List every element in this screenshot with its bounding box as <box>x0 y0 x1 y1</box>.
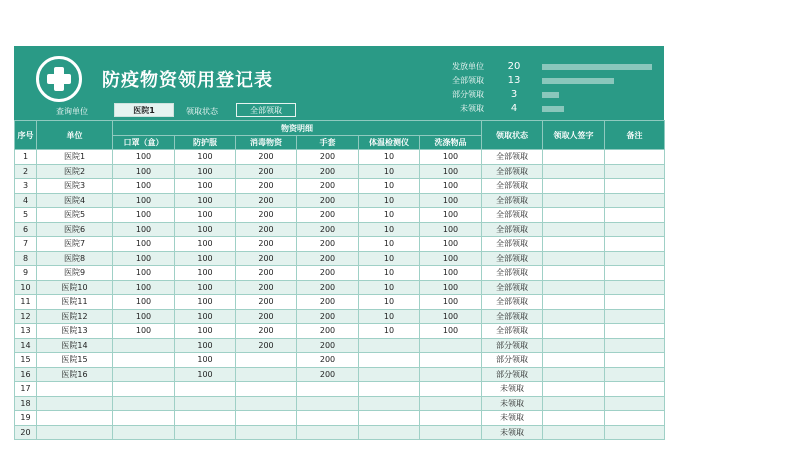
summary-row <box>414 102 664 116</box>
register-table <box>14 120 665 440</box>
table-row <box>15 324 665 339</box>
cell-unit: 医院14 <box>37 338 113 353</box>
cell-note[interactable] <box>605 425 665 440</box>
cell-quantity: 200 <box>297 150 359 165</box>
cell-unit <box>37 411 113 426</box>
cell-status: 部分领取 <box>482 367 543 382</box>
cell-seq: 16 <box>15 367 37 382</box>
register-sheet <box>14 46 664 440</box>
cell-unit: 医院8 <box>37 251 113 266</box>
cell-unit: 医院5 <box>37 208 113 223</box>
summary-bar <box>542 106 564 112</box>
cell-quantity: 200 <box>236 295 297 310</box>
cell-quantity <box>359 425 420 440</box>
cell-quantity: 10 <box>359 295 420 310</box>
cell-seq: 18 <box>15 396 37 411</box>
cell-quantity: 100 <box>175 367 236 382</box>
cell-status: 未领取 <box>482 411 543 426</box>
summary-value: 3 <box>510 89 518 100</box>
cell-quantity: 100 <box>175 266 236 281</box>
query-status-label: 领取状态 <box>186 107 218 116</box>
cell-status: 未领取 <box>482 382 543 397</box>
header-unit: 单位 <box>37 121 113 150</box>
cell-status: 全部领取 <box>482 193 543 208</box>
cell-signature[interactable] <box>543 150 605 165</box>
cell-quantity: 200 <box>236 309 297 324</box>
cell-status: 全部领取 <box>482 164 543 179</box>
table-row <box>15 382 665 397</box>
cell-quantity <box>359 396 420 411</box>
summary-label: 部分领取 <box>452 90 484 99</box>
table-row <box>15 396 665 411</box>
cell-quantity: 100 <box>175 193 236 208</box>
cell-quantity <box>236 367 297 382</box>
header-item: 消毒物资 <box>236 136 297 150</box>
table-row <box>15 150 665 165</box>
cell-quantity: 10 <box>359 324 420 339</box>
summary-label: 发放单位 <box>452 62 484 71</box>
cell-unit: 医院9 <box>37 266 113 281</box>
cell-quantity: 100 <box>420 280 482 295</box>
cell-unit: 医院2 <box>37 164 113 179</box>
cell-quantity: 100 <box>175 324 236 339</box>
cell-signature[interactable] <box>543 382 605 397</box>
cell-quantity <box>297 425 359 440</box>
cell-quantity <box>297 396 359 411</box>
cell-signature[interactable] <box>543 295 605 310</box>
cell-seq: 2 <box>15 164 37 179</box>
cell-quantity: 100 <box>420 179 482 194</box>
cell-status: 部分领取 <box>482 338 543 353</box>
cell-unit <box>37 396 113 411</box>
cell-note[interactable] <box>605 193 665 208</box>
cell-note[interactable] <box>605 411 665 426</box>
header-item: 口罩（盒） <box>113 136 175 150</box>
cell-quantity: 100 <box>113 324 175 339</box>
cell-signature[interactable] <box>543 208 605 223</box>
table-row <box>15 208 665 223</box>
cell-seq: 10 <box>15 280 37 295</box>
cell-quantity: 100 <box>175 237 236 252</box>
cell-status: 全部领取 <box>482 179 543 194</box>
cell-quantity: 200 <box>297 251 359 266</box>
table-row <box>15 179 665 194</box>
cell-quantity <box>359 338 420 353</box>
cell-quantity <box>236 382 297 397</box>
cell-unit: 医院7 <box>37 237 113 252</box>
cell-quantity <box>420 367 482 382</box>
cell-quantity: 100 <box>175 208 236 223</box>
cell-note[interactable] <box>605 309 665 324</box>
summary-value: 20 <box>507 61 521 72</box>
cell-note[interactable] <box>605 150 665 165</box>
cell-quantity: 100 <box>113 237 175 252</box>
cell-quantity: 200 <box>297 164 359 179</box>
cell-signature[interactable] <box>543 251 605 266</box>
header-seq: 序号 <box>15 121 37 150</box>
cell-note[interactable] <box>605 164 665 179</box>
cell-status: 全部领取 <box>482 237 543 252</box>
cell-quantity: 100 <box>113 208 175 223</box>
cell-quantity <box>113 411 175 426</box>
cell-note[interactable] <box>605 367 665 382</box>
cell-seq: 3 <box>15 179 37 194</box>
cell-unit: 医院1 <box>37 150 113 165</box>
cell-quantity: 100 <box>113 309 175 324</box>
cell-quantity <box>113 338 175 353</box>
cell-note[interactable] <box>605 280 665 295</box>
cell-seq: 11 <box>15 295 37 310</box>
cell-quantity: 100 <box>175 164 236 179</box>
cell-status: 全部领取 <box>482 324 543 339</box>
cell-note[interactable] <box>605 179 665 194</box>
cell-quantity <box>175 396 236 411</box>
cell-quantity: 100 <box>175 338 236 353</box>
cell-seq: 12 <box>15 309 37 324</box>
cell-quantity: 200 <box>236 179 297 194</box>
table-row <box>15 280 665 295</box>
cell-quantity: 100 <box>113 193 175 208</box>
cell-quantity: 200 <box>236 208 297 223</box>
cell-note[interactable] <box>605 324 665 339</box>
cell-unit: 医院15 <box>37 353 113 368</box>
summary-row <box>414 74 664 88</box>
cell-signature[interactable] <box>543 280 605 295</box>
cell-unit: 医院4 <box>37 193 113 208</box>
table-row <box>15 411 665 426</box>
cell-note[interactable] <box>605 237 665 252</box>
cell-seq: 1 <box>15 150 37 165</box>
cell-status: 全部领取 <box>482 280 543 295</box>
summary-bar <box>542 92 559 98</box>
cell-seq: 13 <box>15 324 37 339</box>
header-note: 备注 <box>605 121 665 150</box>
cell-quantity: 200 <box>297 280 359 295</box>
cell-unit: 医院10 <box>37 280 113 295</box>
cell-status: 未领取 <box>482 396 543 411</box>
summary-value: 4 <box>510 103 518 114</box>
cell-quantity: 10 <box>359 309 420 324</box>
cell-signature[interactable] <box>543 309 605 324</box>
cell-quantity: 100 <box>420 164 482 179</box>
cell-quantity: 10 <box>359 179 420 194</box>
medical-cross-icon <box>36 56 82 102</box>
cell-quantity: 10 <box>359 150 420 165</box>
table-row <box>15 222 665 237</box>
cell-quantity <box>420 411 482 426</box>
cell-quantity: 100 <box>420 208 482 223</box>
cell-quantity <box>420 353 482 368</box>
table-row <box>15 164 665 179</box>
cell-quantity <box>297 411 359 426</box>
cell-quantity: 200 <box>297 208 359 223</box>
cell-quantity: 100 <box>420 295 482 310</box>
cell-quantity <box>113 396 175 411</box>
cell-quantity: 200 <box>236 280 297 295</box>
cell-quantity: 100 <box>113 150 175 165</box>
cell-quantity <box>236 396 297 411</box>
cell-quantity: 200 <box>297 338 359 353</box>
cell-note[interactable] <box>605 396 665 411</box>
summary-bar <box>542 78 614 84</box>
cell-quantity: 100 <box>113 295 175 310</box>
cell-quantity: 200 <box>236 237 297 252</box>
cell-note[interactable] <box>605 338 665 353</box>
cell-status: 全部领取 <box>482 150 543 165</box>
table-row <box>15 237 665 252</box>
cell-status: 部分领取 <box>482 353 543 368</box>
cell-quantity: 10 <box>359 193 420 208</box>
cell-status: 全部领取 <box>482 208 543 223</box>
cell-quantity <box>236 425 297 440</box>
header-status: 领取状态 <box>482 121 543 150</box>
cell-quantity: 10 <box>359 164 420 179</box>
cell-quantity: 100 <box>175 309 236 324</box>
cell-status: 全部领取 <box>482 266 543 281</box>
cell-quantity: 200 <box>297 237 359 252</box>
cell-note[interactable] <box>605 208 665 223</box>
cell-seq: 19 <box>15 411 37 426</box>
table-row <box>15 425 665 440</box>
summary-row <box>414 60 664 74</box>
cell-quantity: 100 <box>175 251 236 266</box>
cell-quantity <box>359 411 420 426</box>
cell-quantity: 10 <box>359 251 420 266</box>
cell-signature[interactable] <box>543 179 605 194</box>
cell-quantity <box>175 411 236 426</box>
cell-seq: 8 <box>15 251 37 266</box>
cell-seq: 17 <box>15 382 37 397</box>
cell-quantity <box>297 382 359 397</box>
header-item: 手套 <box>297 136 359 150</box>
cell-quantity: 100 <box>175 280 236 295</box>
cell-quantity: 100 <box>420 150 482 165</box>
cell-quantity: 200 <box>297 353 359 368</box>
cell-quantity: 200 <box>297 367 359 382</box>
cell-quantity: 100 <box>420 324 482 339</box>
cell-quantity: 100 <box>420 193 482 208</box>
summary-label: 全部领取 <box>452 76 484 85</box>
cell-signature[interactable] <box>543 411 605 426</box>
cell-signature[interactable] <box>543 222 605 237</box>
cell-note[interactable] <box>605 222 665 237</box>
query-unit-select[interactable]: 医院1 <box>114 103 174 117</box>
cell-signature[interactable] <box>543 164 605 179</box>
cell-unit: 医院13 <box>37 324 113 339</box>
header-detail-group: 物资明细 <box>113 121 482 136</box>
cell-quantity: 100 <box>113 222 175 237</box>
cell-quantity: 100 <box>175 179 236 194</box>
cell-quantity <box>113 353 175 368</box>
cell-status: 全部领取 <box>482 295 543 310</box>
cell-quantity: 200 <box>236 164 297 179</box>
cell-quantity <box>175 425 236 440</box>
cell-quantity: 10 <box>359 222 420 237</box>
cell-unit <box>37 382 113 397</box>
cell-quantity <box>236 411 297 426</box>
table-row <box>15 295 665 310</box>
summary-row <box>414 88 664 102</box>
cell-quantity: 100 <box>175 353 236 368</box>
cell-quantity <box>359 382 420 397</box>
cell-status: 未领取 <box>482 425 543 440</box>
cell-signature[interactable] <box>543 324 605 339</box>
cell-seq: 7 <box>15 237 37 252</box>
cell-quantity: 100 <box>113 164 175 179</box>
cell-quantity: 200 <box>297 324 359 339</box>
cell-seq: 15 <box>15 353 37 368</box>
cell-quantity <box>359 367 420 382</box>
cell-quantity: 100 <box>113 179 175 194</box>
query-bar <box>14 102 414 120</box>
cell-quantity: 10 <box>359 266 420 281</box>
cell-quantity: 100 <box>113 280 175 295</box>
cell-quantity <box>113 367 175 382</box>
cell-quantity: 100 <box>420 222 482 237</box>
cell-seq: 6 <box>15 222 37 237</box>
cell-quantity: 10 <box>359 208 420 223</box>
cell-quantity: 200 <box>236 324 297 339</box>
cell-signature[interactable] <box>543 266 605 281</box>
sheet-title: 防疫物资领用登记表 <box>102 70 273 91</box>
cell-quantity: 200 <box>236 251 297 266</box>
cell-status: 全部领取 <box>482 251 543 266</box>
table-row <box>15 266 665 281</box>
cell-quantity: 100 <box>420 266 482 281</box>
cell-quantity <box>420 382 482 397</box>
header-item: 体温检测仪 <box>359 136 420 150</box>
sheet-header <box>14 46 664 120</box>
table-row <box>15 309 665 324</box>
cell-unit: 医院16 <box>37 367 113 382</box>
cell-quantity <box>113 425 175 440</box>
cell-quantity: 200 <box>297 295 359 310</box>
cell-quantity: 10 <box>359 280 420 295</box>
cell-quantity: 100 <box>113 251 175 266</box>
table-row <box>15 353 665 368</box>
cell-quantity: 200 <box>236 222 297 237</box>
cell-quantity: 200 <box>297 266 359 281</box>
header-signature: 领取人签字 <box>543 121 605 150</box>
cell-seq: 20 <box>15 425 37 440</box>
cell-unit: 医院6 <box>37 222 113 237</box>
query-status-select[interactable]: 全部领取 <box>236 103 296 117</box>
cell-quantity: 100 <box>420 237 482 252</box>
query-unit-label: 查询单位 <box>56 107 88 116</box>
cell-seq: 4 <box>15 193 37 208</box>
table-row <box>15 367 665 382</box>
summary-panel <box>414 60 664 116</box>
cell-quantity: 100 <box>175 222 236 237</box>
cell-quantity <box>236 353 297 368</box>
cell-note[interactable] <box>605 266 665 281</box>
cell-quantity: 100 <box>420 309 482 324</box>
header-item: 防护服 <box>175 136 236 150</box>
header-item: 洗涤物品 <box>420 136 482 150</box>
cell-quantity: 200 <box>297 179 359 194</box>
cell-quantity <box>359 353 420 368</box>
cell-quantity: 10 <box>359 237 420 252</box>
cell-signature[interactable] <box>543 193 605 208</box>
cell-note[interactable] <box>605 382 665 397</box>
cell-quantity <box>420 425 482 440</box>
cell-status: 全部领取 <box>482 309 543 324</box>
cell-note[interactable] <box>605 251 665 266</box>
cell-seq: 5 <box>15 208 37 223</box>
cell-seq: 9 <box>15 266 37 281</box>
cell-status: 全部领取 <box>482 222 543 237</box>
cell-quantity: 200 <box>297 193 359 208</box>
cell-quantity: 200 <box>236 150 297 165</box>
cell-quantity: 200 <box>236 193 297 208</box>
cell-signature[interactable] <box>543 338 605 353</box>
cell-note[interactable] <box>605 295 665 310</box>
cell-quantity: 200 <box>297 309 359 324</box>
cell-quantity: 100 <box>113 266 175 281</box>
cell-signature[interactable] <box>543 367 605 382</box>
cell-seq: 14 <box>15 338 37 353</box>
cell-unit: 医院11 <box>37 295 113 310</box>
cell-note[interactable] <box>605 353 665 368</box>
cell-unit <box>37 425 113 440</box>
cell-quantity: 200 <box>236 266 297 281</box>
table-row <box>15 251 665 266</box>
cell-quantity <box>420 396 482 411</box>
cell-unit: 医院12 <box>37 309 113 324</box>
cell-signature[interactable] <box>543 237 605 252</box>
summary-bar <box>542 64 652 70</box>
cell-quantity: 200 <box>236 338 297 353</box>
cell-quantity <box>420 338 482 353</box>
table-row <box>15 193 665 208</box>
cell-quantity: 100 <box>175 295 236 310</box>
cell-signature[interactable] <box>543 353 605 368</box>
cell-quantity: 100 <box>420 251 482 266</box>
summary-value: 13 <box>507 75 521 86</box>
table-row <box>15 338 665 353</box>
cell-signature[interactable] <box>543 425 605 440</box>
cell-quantity <box>113 382 175 397</box>
cell-unit: 医院3 <box>37 179 113 194</box>
cell-quantity <box>175 382 236 397</box>
cell-quantity: 100 <box>175 150 236 165</box>
cell-quantity: 200 <box>297 222 359 237</box>
summary-label: 未领取 <box>460 104 484 113</box>
cell-signature[interactable] <box>543 396 605 411</box>
